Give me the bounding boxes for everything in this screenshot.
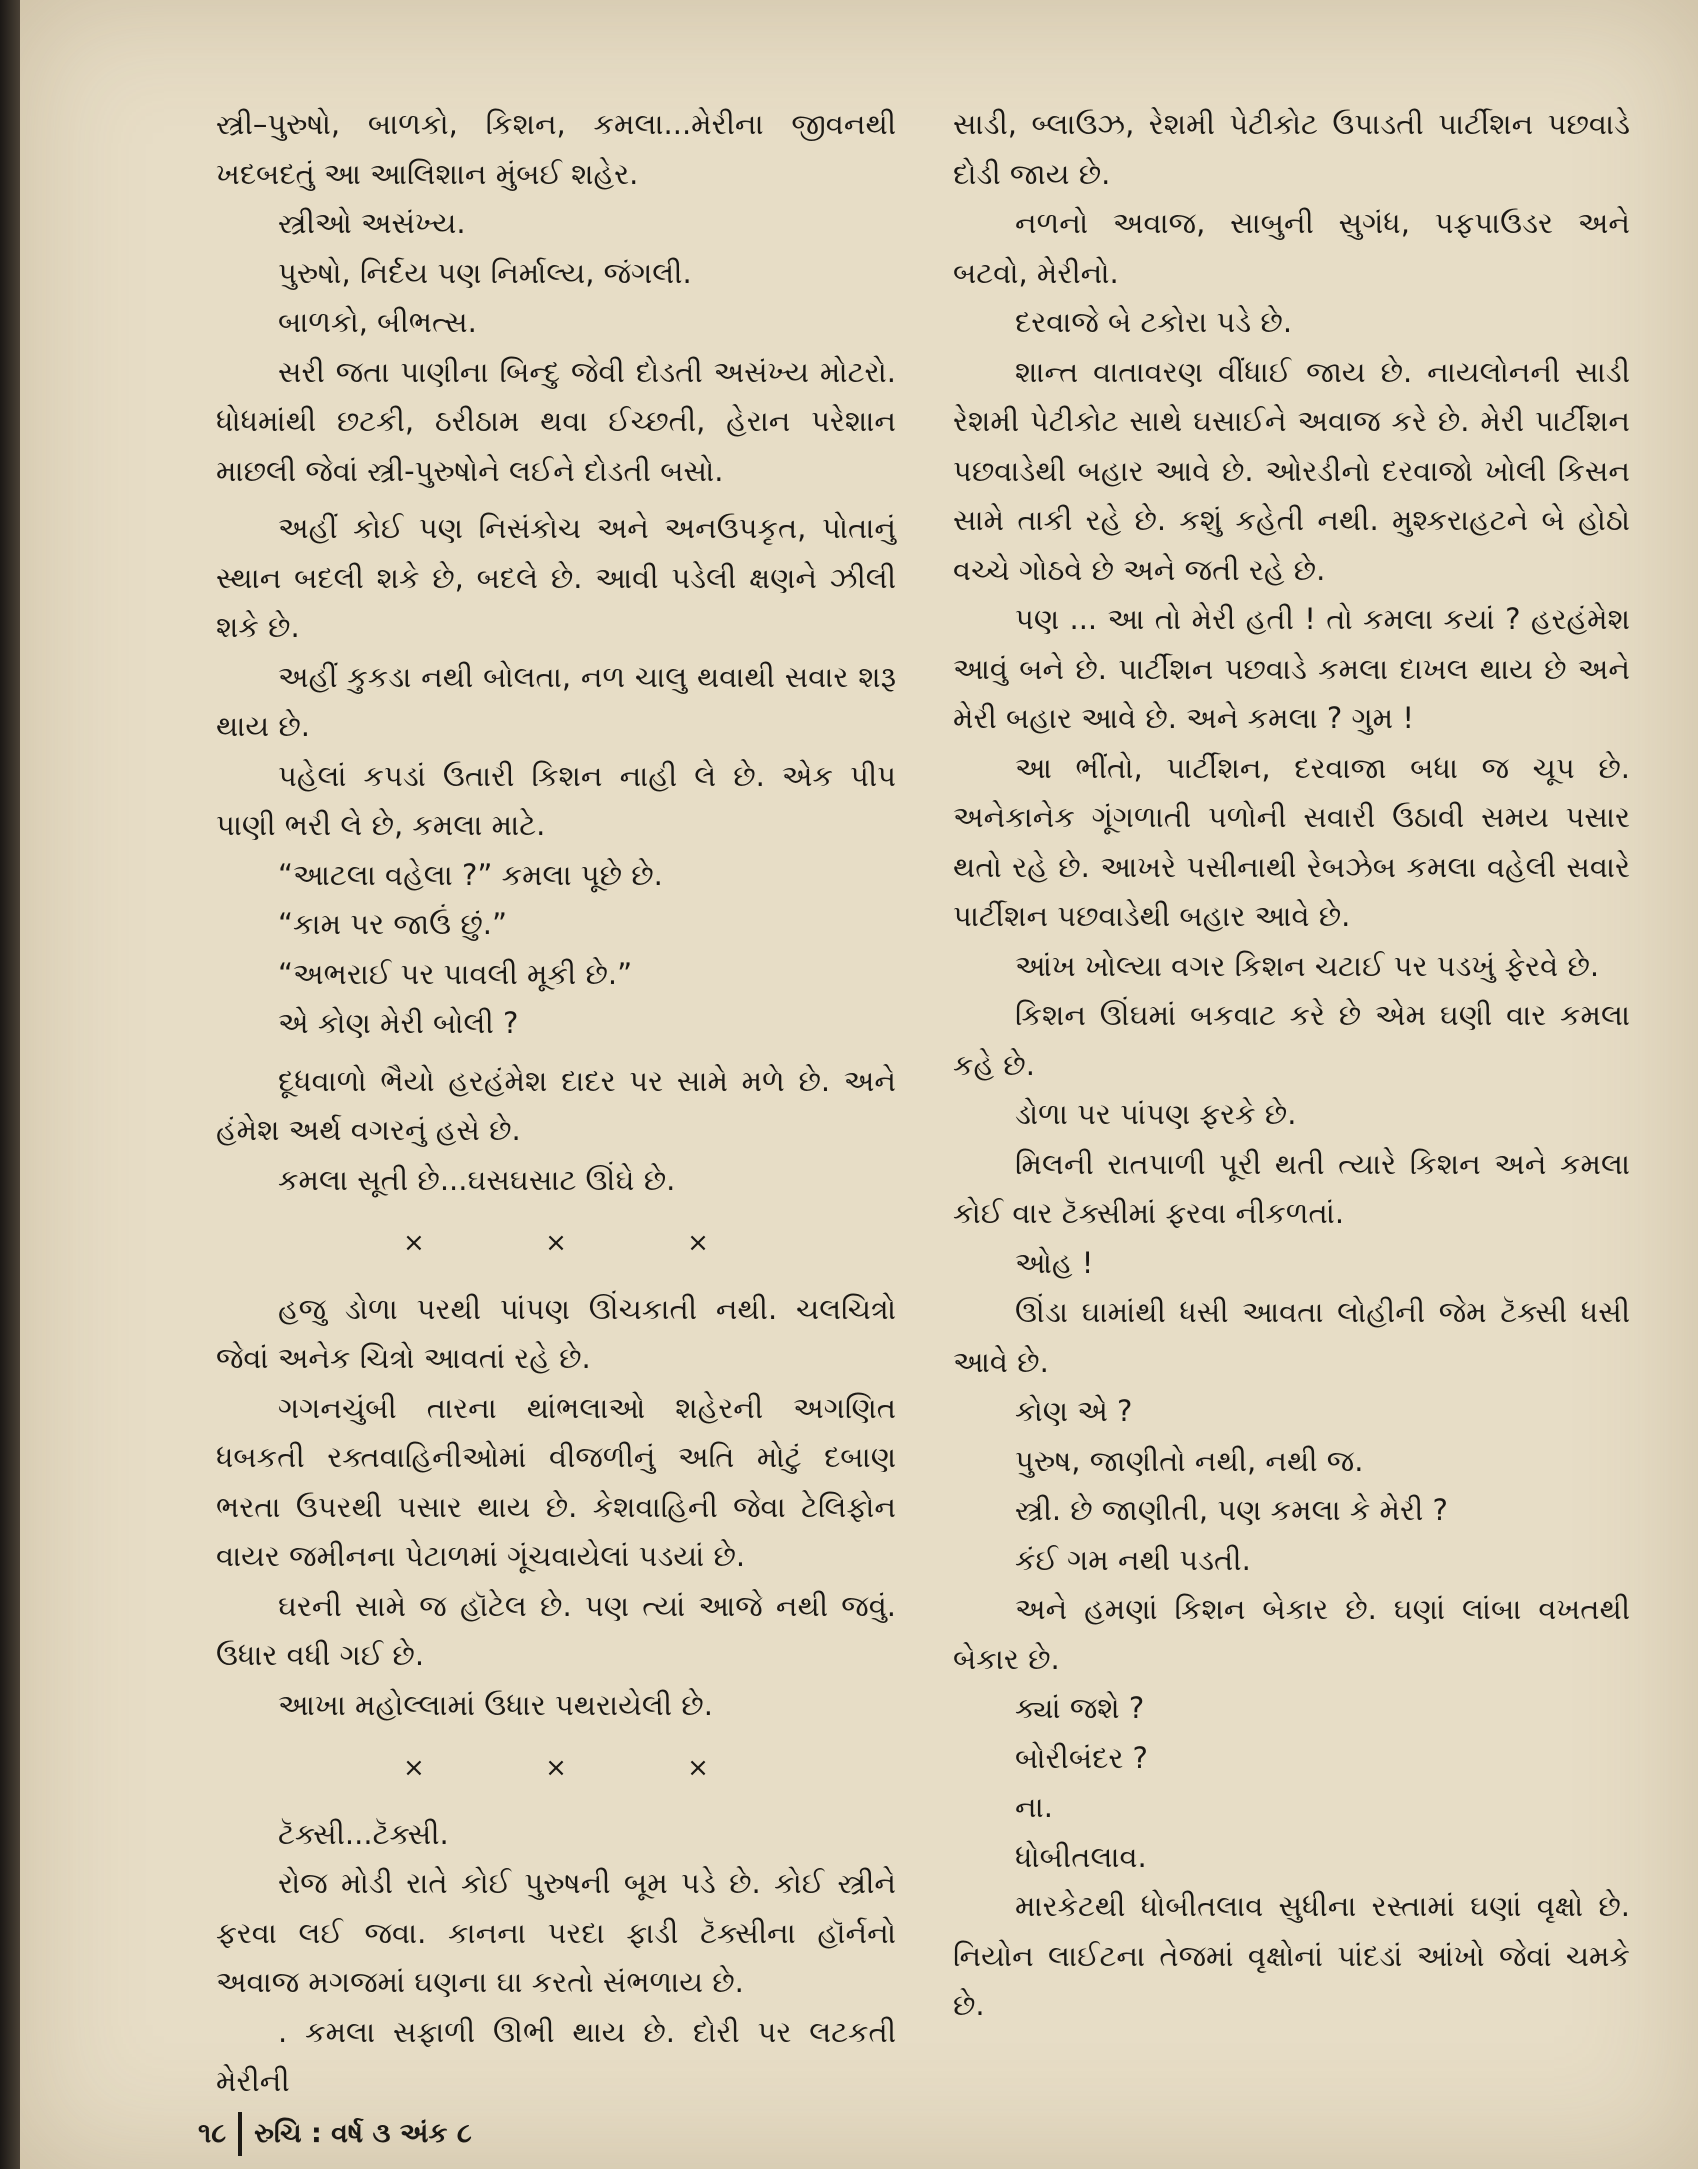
page-footer	[198, 2112, 472, 2156]
paragraph: અહીં કોઈ પણ નિસંકોચ અને અનઉપકૃત, પોતાનું સ્થાન બદલી શકે છે, બદલે છે. આવી પડેલી ક્ષણને ઝીલી શકે છે.	[216, 511, 896, 644]
paragraph: આ ભીંતો, પાર્ટીશન, દરવાજા બધા જ ચૂપ છે. અનેકાનેક ગૂંગળાતી પળોની સવારી ઉઠાવી સમય પસાર થતો રહે છે. આખરે પસીનાથી રેબઝેબ કમલા વહેલી સવારે પાર્ટીશન પછવાડેથી બહાર આવે છે.	[953, 750, 1630, 933]
paragraph: ધોબીતલાવ.	[1015, 1839, 1147, 1874]
paragraph: ક્યાં જશે ?	[1015, 1691, 1145, 1725]
paragraph: પુરુષ, જાણીતો નથી, નથી જ.	[1015, 1443, 1364, 1478]
paragraph: આખા મહોલ્લામાં ઉધાર પથરાયેલી છે.	[278, 1687, 713, 1722]
paragraph: બોરીબંદર ?	[1015, 1740, 1148, 1775]
paragraph: આંખ ખોલ્યા વગર કિશન ચટાઈ પર પડખું ફેરવે છે.	[1015, 948, 1600, 983]
paragraph: કંઈ ગમ નથી પડતી.	[1015, 1542, 1251, 1577]
paragraph: પહેલાં કપડાં ઉતારી કિશન નાહી લે છે. એક પીપ પાણી ભરી લે છે, કમલા માટે.	[216, 758, 896, 842]
paragraph: નળનો અવાજ, સાબુની સુગંધ, પફપાઉડર અને બટવો, મેરીનો.	[953, 206, 1630, 290]
paragraph: કોણ એ ?	[1015, 1394, 1133, 1428]
paragraph: ઊંડા ઘામાંથી ધસી આવતા લોહીની જેમ ટૅક્સી ધસી આવે છે.	[953, 1295, 1630, 1379]
paragraph: ગગનચુંબી તારના થાંભલાઓ શહેરની અગણિત ધબકતી રક્તવાહિનીઓમાં વીજળીનું અતિ મોટું દબાણ ભરતા ઉપરથી પસાર થાય છે. કેશવાહિની જેવા ટેલિફોન વાયર જમીનના પેટાળમાં ગૂંચવાયેલાં પડયાં છે.	[216, 1390, 896, 1573]
paragraph: “આટલા વહેલા ?” કમલા પૂછે છે.	[278, 857, 663, 892]
left-column	[216, 100, 896, 2107]
paragraph: રોજ મોડી રાતે કોઈ પુરુષની બૂમ પડે છે. કોઈ સ્ત્રીને ફરવા લઈ જવા. કાનના પરદા ફાડી ટૅક્સીના હૉર્નનો અવાજ મગજમાં ઘણના ઘા કરતો સંભળાય છે.	[216, 1866, 896, 1999]
magazine-issue: રુચિ : વર્ષ ૩ અંક ૮	[254, 2118, 472, 2149]
paragraph: દૂધવાળો ભૈયો હરહંમેશ દાદર પર સામે મળે છે. અને હંમેશ અર્થ વગરનું હસે છે.	[216, 1063, 896, 1147]
paragraph: ના.	[1015, 1790, 1053, 1824]
paragraph: “કામ પર જાઉં છું.”	[278, 907, 507, 941]
paragraph: સાડી, બ્લાઉઝ, રેશમી પેટીકોટ ઉપાડતી પાર્ટીશન પછવાડે દોડી જાય છે.	[953, 107, 1630, 191]
footer-divider	[238, 2112, 242, 2156]
paragraph: સરી જતા પાણીના બિન્દુ જેવી દોડતી અસંખ્ય મોટરો. ધોધમાંથી છટકી, ઠરીઠામ થવા ઈચ્છતી, હેરાન પરેશાન માછલી જેવાં સ્ત્રી-પુરુષોને લઈને દોડતી બસો.	[216, 354, 896, 488]
paragraph: અને હમણાં કિશન બેકાર છે. ઘણાં લાંબા વખતથી બેકાર છે.	[953, 1592, 1630, 1676]
paragraph: પુરુષો, નિર્દય પણ નિર્માલ્ય, જંગલી.	[278, 255, 692, 290]
paragraph: અહીં કુકડા નથી બોલતા, નળ ચાલુ થવાથી સવાર શરૂ થાય છે.	[216, 659, 896, 743]
paragraph: ડોળા પર પાંપણ ફરકે છે.	[1015, 1097, 1297, 1131]
paragraph: ટૅક્સી...ટૅક્સી.	[278, 1816, 449, 1851]
paragraph: . કમલા સફાળી ઊભી થાય છે. દોરી પર લટકતી મેરીની	[216, 2014, 896, 2098]
page-binding-edge	[0, 0, 20, 2169]
magazine-page	[20, 0, 1698, 2169]
paragraph: મિલની રાતપાળી પૂરી થતી ત્યારે કિશન અને કમલા કોઈ વાર ટૅક્સીમાં ફરવા નીકળતાં.	[953, 1146, 1630, 1230]
paragraph: કિશન ઊંઘમાં બકવાટ કરે છે એમ ઘણી વાર કમલા કહે છે.	[953, 998, 1630, 1082]
right-column	[953, 100, 1630, 2031]
paragraph: શાન્ત વાતાવરણ વીંધાઈ જાય છે. નાયલોનની સાડી રેશમી પેટીકોટ સાથે ઘસાઈને અવાજ કરે છે. મેરી પાર્ટીશન પછવાડેથી બહાર આવે છે. ઓરડીનો દરવાજો ખોલી કિસન સામે તાકી રહે છે. કશું કહેતી નથી. મુશ્કરાહટને બે હોઠો વચ્ચે ગોઠવે છે અને જતી રહે છે.	[953, 354, 1630, 587]
paragraph: “અભરાઈ પર પાવલી મૂકી છે.”	[278, 956, 633, 991]
page-number: ૧૮	[198, 2118, 227, 2149]
paragraph: હજુ ડોળા પરથી પાંપણ ઊંચકાતી નથી. ચલચિત્રો જેવાં અનેક ચિત્રો આવતાં રહે છે.	[216, 1291, 896, 1375]
section-separator: × × ×	[403, 1228, 765, 1258]
paragraph: બાળકો, બીભત્સ.	[278, 305, 477, 339]
paragraph: પણ ... આ તો મેરી હતી ! તો કમલા કયાં ? હરહંમેશ આવું બને છે. પાર્ટીશન પછવાડે કમલા દાખલ થાય છે અને મેરી બહાર આવે છે. અને કમલા ? ગુમ !	[953, 602, 1630, 735]
paragraph: ઓહ !	[1015, 1245, 1094, 1280]
paragraph: ઘરની સામે જ હૉટેલ છે. પણ ત્યાં આજે નથી જવું. ઉધાર વધી ગઈ છે.	[216, 1588, 896, 1672]
paragraph: દરવાજે બે ટકોરા પડે છે.	[1015, 305, 1293, 339]
paragraph: મારકેટથી ધોબીતલાવ સુધીના રસ્તામાં ઘણાં વૃક્ષો છે. નિયોન લાઈટના તેજમાં વૃક્ષોનાં પાંદડાં આંખો જેવાં ચમકે છે.	[953, 1889, 1630, 2022]
paragraph: એ કોણ મેરી બોલી ?	[278, 1006, 519, 1040]
paragraph: સ્ત્રી. છે જાણીતી, પણ કમલા કે મેરી ?	[1015, 1493, 1448, 1527]
paragraph: કમલા સૂતી છે...ઘસઘસાટ ઊંઘે છે.	[278, 1162, 676, 1197]
paragraph: સ્ત્રીઓ અસંખ્ય.	[278, 206, 466, 240]
section-separator: × × ×	[403, 1753, 765, 1783]
paragraph: સ્ત્રી–પુરુષો, બાળકો, કિશન, કમલા...મેરીના જીવનથી ખદબદતું આ આલિશાન મુંબઈ શહેર.	[216, 107, 896, 191]
